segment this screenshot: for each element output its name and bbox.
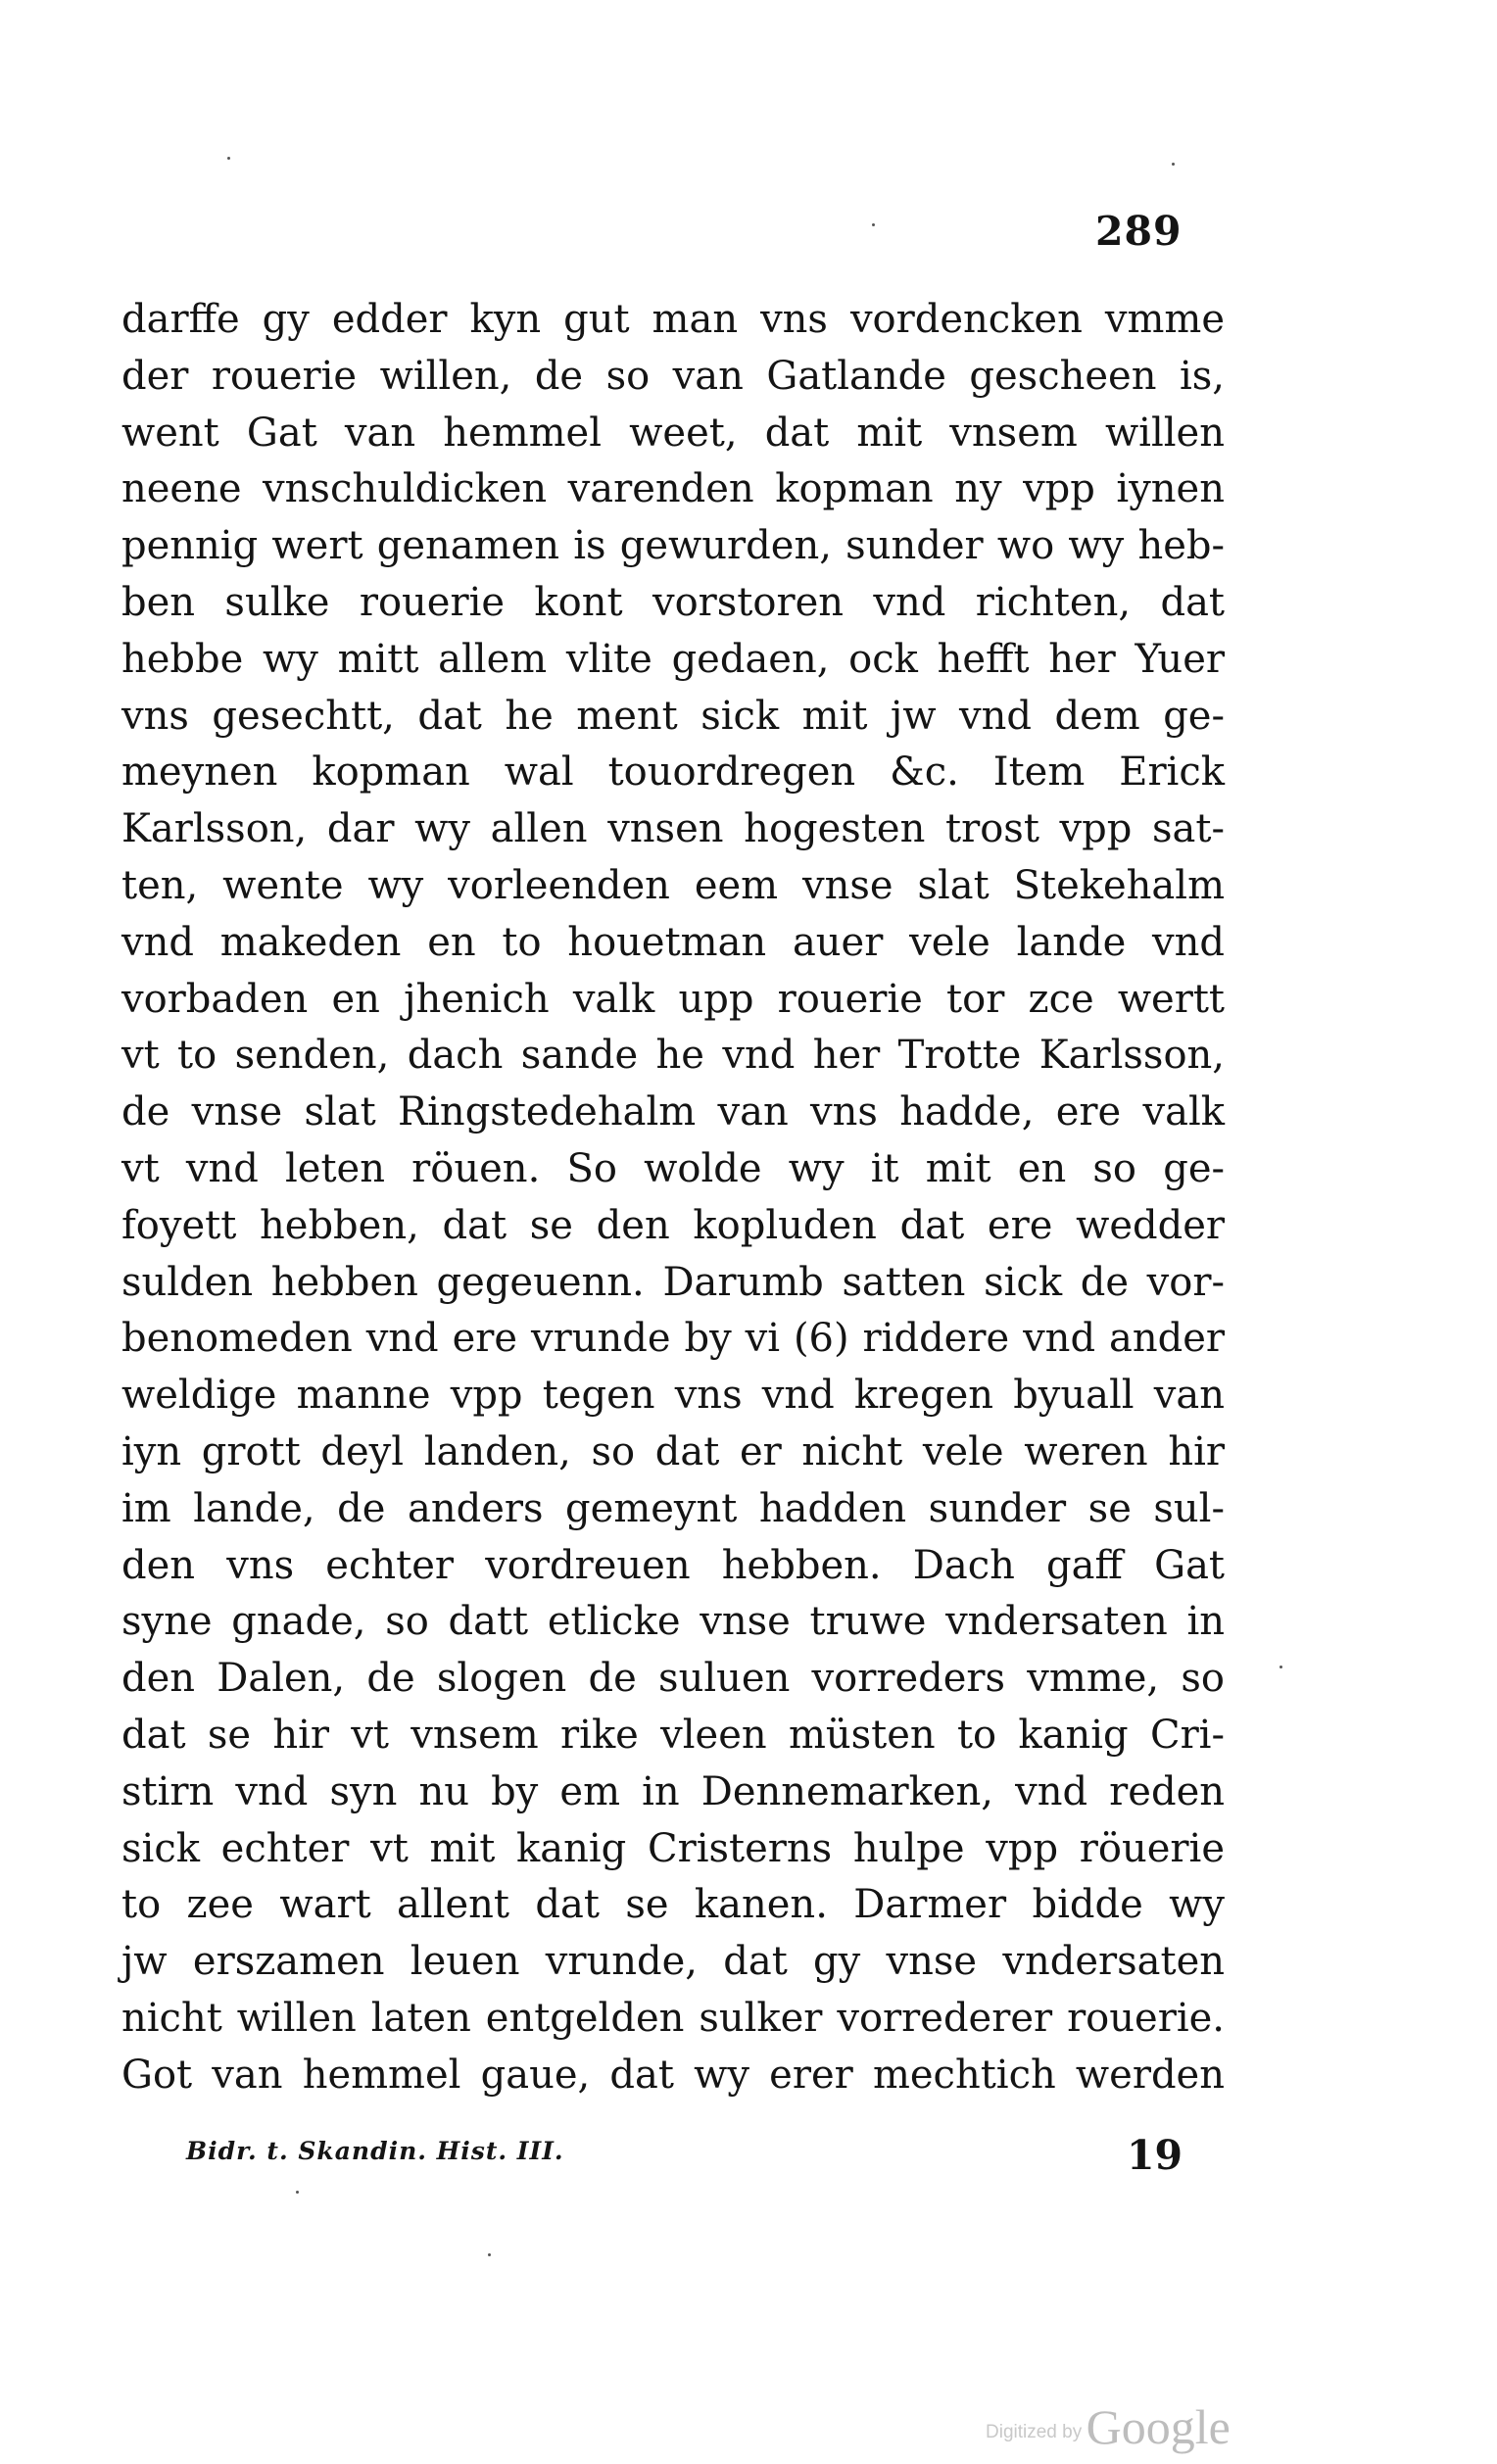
- watermark-prefix: Digitized by: [986, 2422, 1083, 2442]
- text-line: Karlsson, dar wy allen vnsen hogesten trost vpp sat-: [121, 806, 1225, 852]
- text-line: ten, wente wy vorleenden eem vnse slat Stekehalm: [121, 862, 1225, 908]
- text-line: der rouerie willen, de so van Gatlande gescheen is,: [121, 353, 1225, 399]
- scan-speck: [296, 2191, 299, 2194]
- text-line: darffe gy edder kyn gut man vns vordencken vmme: [121, 297, 1225, 342]
- text-line: im lande, de anders gemeynt hadden sunder se sul-: [121, 1485, 1225, 1531]
- text-line: den Dalen, de slogen de suluen vorreders vmme, so: [121, 1656, 1225, 1702]
- text-line: dat se hir vt vnsem rike vleen müsten to kanig Cri-: [121, 1712, 1225, 1758]
- page-number: 289: [1095, 208, 1183, 255]
- text-line: sick echter vt mit kanig Cristerns hulpe vpp röuerie: [121, 1825, 1225, 1871]
- watermark-brand: Google: [1086, 2399, 1231, 2454]
- body-text: [121, 292, 1225, 2104]
- text-line: vnd makeden en to houetman auer vele lande vnd: [121, 919, 1225, 965]
- text-line: sulden hebben gegeuenn. Darumb satten sick de vor-: [121, 1259, 1225, 1305]
- text-line: weldige manne vpp tegen vns vnd kregen byuall van: [121, 1373, 1225, 1419]
- text-line: stirn vnd syn nu by em in Dennemarken, vnd reden: [121, 1768, 1225, 1814]
- text-line: syne gnade, so datt etlicke vnse truwe vndersaten in: [121, 1599, 1225, 1645]
- text-line: vns gesechtt, dat he ment sick mit jw vnd dem ge-: [121, 693, 1225, 739]
- scan-speck: [227, 157, 230, 160]
- scan-speck: [1172, 163, 1175, 166]
- scan-speck: [488, 2253, 491, 2256]
- text-line: jw erszamen leuen vrunde, dat gy vnse vndersaten: [121, 1939, 1225, 1985]
- text-line: hebbe wy mitt allem vlite gedaen, ock hefft her Yuer: [121, 636, 1225, 682]
- text-line: foyett hebben, dat se den kopluden dat ere wedder: [121, 1202, 1225, 1248]
- text-line: vt vnd leten röuen. So wolde wy it mit en so ge-: [121, 1145, 1225, 1191]
- text-line: neene vnschuldicken varenden kopman ny vpp iynen: [121, 466, 1225, 512]
- text-line: benomeden vnd ere vrunde by vi (6) riddere vnd ander: [121, 1316, 1225, 1362]
- signature-mark: 19: [1127, 2132, 1183, 2179]
- scan-speck: [1280, 1666, 1282, 1668]
- digitized-watermark: [986, 2398, 1231, 2455]
- text-line: Got van hemmel gaue, dat wy erer mechtich werden: [121, 2052, 1225, 2098]
- text-line: vorbaden en jhenich valk upp rouerie tor zce wertt: [121, 976, 1225, 1022]
- text-line: nicht willen laten entgelden sulker vorrederer rouerie.: [121, 1995, 1225, 2041]
- footer-source: Bidr. t. Skandin. Hist. III.: [186, 2137, 564, 2165]
- text-line: vt to senden, dach sande he vnd her Trotte Karlsson,: [121, 1033, 1225, 1079]
- text-line: ben sulke rouerie kont vorstoren vnd richten, dat: [121, 579, 1225, 625]
- text-line: pennig wert genamen is gewurden, sunder wo wy heb-: [121, 523, 1225, 569]
- scan-speck: [872, 223, 875, 226]
- text-line: meynen kopman wal touordregen &c. Item Erick: [121, 749, 1225, 796]
- text-line: de vnse slat Ringstedehalm van vns hadde, ere valk: [121, 1089, 1225, 1135]
- text-line: went Gat van hemmel weet, dat mit vnsem willen: [121, 410, 1225, 456]
- text-line: iyn grott deyl landen, so dat er nicht vele weren hir: [121, 1428, 1225, 1474]
- text-line: to zee wart allent dat se kanen. Darmer bidde wy: [121, 1882, 1225, 1928]
- text-line: den vns echter vordreuen hebben. Dach gaff Gat: [121, 1542, 1225, 1588]
